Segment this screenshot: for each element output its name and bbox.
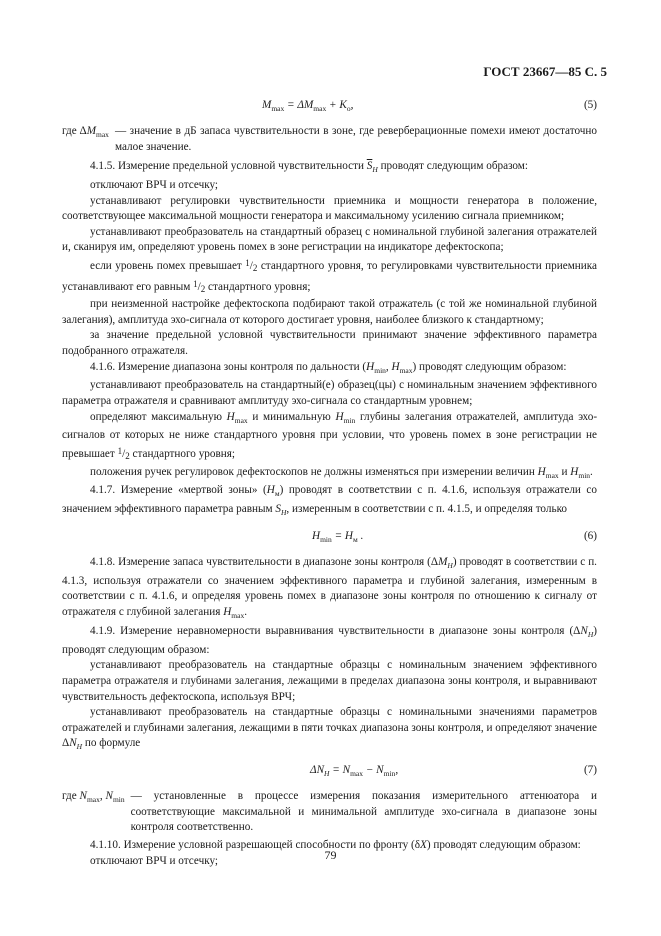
paragraph-4-1-5: 4.1.5. Измерение предельной условной чувствительности $\overline{S}_H$ проводят следующим образом: (90, 160, 528, 175)
formula-6-number: (6) (583, 530, 597, 543)
paragraph-4-1-7: 4.1.7. Измерение «мертвой зоны» $(H_м)$ проводят в соответствии с п. 4.1.6, используя отражатели со значением эффективного параметра равным $S_H$, измеренным в соответствии с п. 4.1.5, и определяя только (62, 484, 597, 518)
where-clause-7 (62, 789, 597, 836)
paragraph: за значение предельной условной чувствительности принимают значение эффективного параметра подобранного отражателя. (62, 329, 597, 357)
where-clause-5 (62, 124, 597, 155)
formula-7-expression: $\Delta N_H = N_{max} - N_{min}$, (310, 764, 399, 779)
document-body (62, 96, 597, 869)
formula-5-number: (5) (583, 99, 597, 111)
paragraph: устанавливают преобразователь на стандартные образцы с номинальным значением эффективного параметра отражателя и глубинами залегания, лежащими в пределах диапазона зоны контроля, и выравнивают чувствительность дефектоскопа, используя ВРЧ; (62, 659, 597, 703)
where-5-term: где $\Delta M_{max}$ (62, 125, 109, 140)
paragraph: устанавливают преобразователь на стандартный образец с номинальной глубиной залегания отражателей и, сканируя им, определяют уровень помех в зоне регистрации на индикаторе дефектоскопа; (62, 225, 597, 254)
page-header: ГОСТ 23667—85 С. 5 (483, 64, 607, 79)
formula-6-expression: $H_{min} = H_м$ . (312, 530, 364, 545)
paragraph: положения ручек регулировок дефектоскопов не должны изменяться при измерении величин $H_{max}$ и $H_{min}$. (90, 465, 593, 480)
formula-5-expression: $M_{max} = \Delta M_{max} + K_о$, (262, 99, 354, 114)
formula-7-number: (7) (583, 764, 597, 777)
where-7-term: где $N_{max}$, $N_{min}$ (62, 790, 125, 805)
paragraph: если уровень помех превышает $^1$/2 стандартного уровня, то регулировками чувствительности приемника устанавливают его равным $^1$/2 стандартного уровня; (62, 257, 598, 294)
paragraph: при неизменной настройке дефектоскопа подбирают такой отражатель (с той же номинальной глубиной залегания), амплитуда эхо-сигнала от которого достигает уровня, наиболее близкого к стандартному; (62, 298, 597, 326)
formula-6 (62, 529, 597, 549)
paragraph-4-1-9: 4.1.9. Измерение неравномерности выравнивания чувствительности в диапазоне зоны контроля $(\Delta N_H)$ проводят следующим образом: (62, 624, 597, 656)
where-5-text: — значение в дБ запаса чувствительности в зоне, где реверберационные помехи имеют достаточно малое значение. (114, 125, 597, 153)
paragraph: определяют максимальную $H_{max}$ и минимальную $H_{min}$ глубины залегания отражателей, амплитуда эхо-сигналов от которых не ниже стандартного уровня при условии, что уровень помех в зоне регистрации не превышает $^1$/2 стандартного уровня; (62, 410, 598, 461)
paragraph: устанавливают преобразователь на стандартный(е) образец(цы) с номинальным значением эффективного параметра отражателя и сравнивают амплитуду эхо-сигнала со стандартным уровнем; (62, 379, 597, 407)
paragraph-4-1-6: 4.1.6. Измерение диапазона зоны контроля по дальности ($H_{min}$, $H_{max}$) проводят следующим образом: (90, 360, 567, 375)
paragraph: отключают ВРЧ и отсечку; (90, 179, 219, 192)
where-7-text: — установленные в процессе измерения показания измерительного аттенюатора и соответствующие максимальной и минимальной амплитуде эхо-сигнала в диапазоне зоны контроля соответственно. (130, 790, 597, 834)
paragraph: устанавливают регулировки чувствительности приемника и мощности генератора в положение, соответствующее максимальной мощности генератора и максимальному усилению сигнала приемником; (62, 194, 597, 223)
paragraph: устанавливают преобразователь на стандартные образцы с номинальными значениями параметров отражателей и глубинами залегания, лежащими в пяти точках диапазона зоны контроля, и определяют значение $\Delta N_H$ по формуле (62, 706, 597, 752)
page-number: 79 (324, 848, 337, 862)
formula-7 (62, 763, 597, 783)
paragraph-4-1-10: 4.1.10. Измерение условной разрешающей способности по фронту (δX) проводят следующим образом: (90, 838, 581, 851)
paragraph-4-1-8: 4.1.8. Измерение запаса чувствительности в диапазоне зоны контроля $(\Delta M_H)$ проводят в соответствии с п. 4.1.3, используя отражатели со значением эффективного параметра и глубиной залегания, измеренным в соответствии с п. 4.1.6, и определяя уровень помех в диапазоне зоны контроля по отношению к сигналу от отражателя с глубиной залегания $H_{max}$. (62, 556, 597, 621)
formula-5 (62, 98, 597, 118)
paragraph: отключают ВРЧ и отсечку; (90, 854, 219, 867)
